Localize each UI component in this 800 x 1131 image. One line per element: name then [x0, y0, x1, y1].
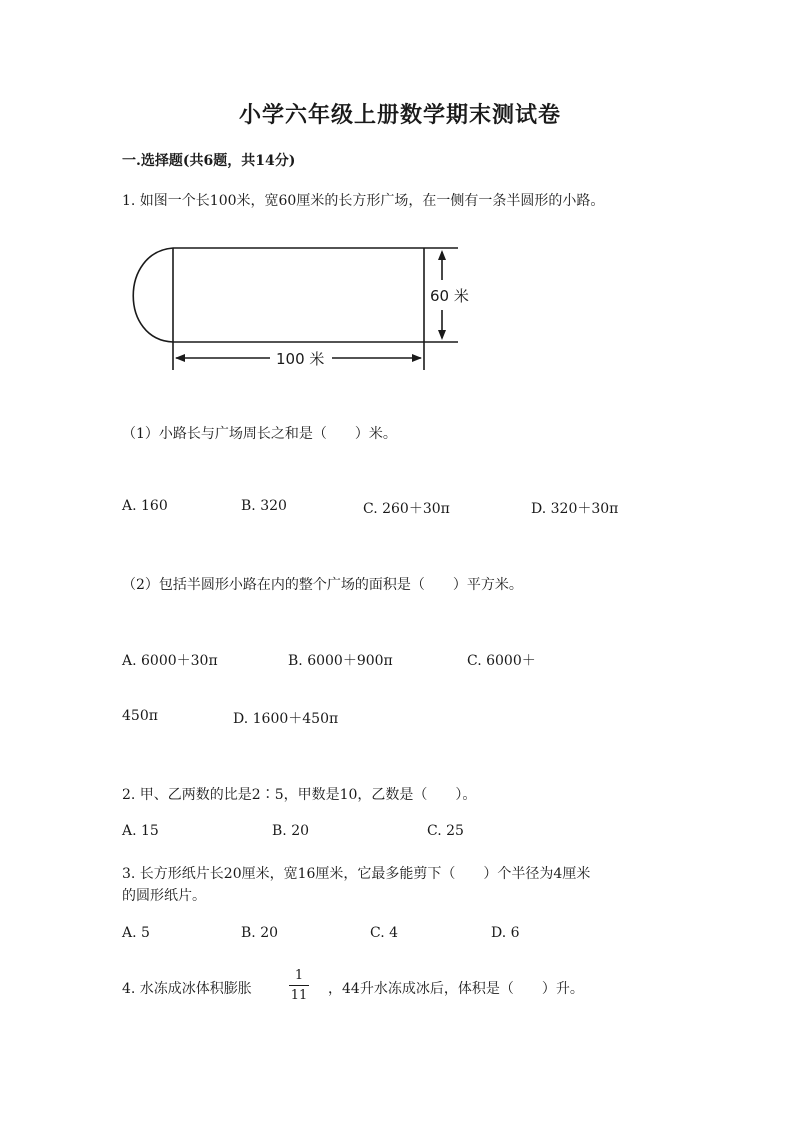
question-1-sub-1: （1）小路长与广场周长之和是（ ）米。: [122, 426, 397, 442]
question-4-prefix: 4. 水冻成冰体积膨胀: [122, 981, 252, 997]
rectangle-plaza-figure: [120, 240, 470, 375]
q1-sub2-option-c-continued: 450π: [122, 708, 158, 724]
q3-option-b: B. 20: [241, 925, 279, 941]
q3-option-d: D. 6: [491, 925, 520, 941]
q1-sub2-option-c: C. 6000＋: [467, 653, 536, 669]
semicircle-path: [133, 248, 173, 342]
question-1-sub-2: （2）包括半圆形小路在内的整个广场的面积是（ ）平方米。: [122, 577, 523, 593]
q1-sub1-option-b: B. 320: [241, 498, 287, 514]
fraction-denominator: 11: [290, 988, 308, 1003]
q1-sub2-option-a: A. 6000＋30π: [122, 653, 218, 669]
fraction-one-eleventh: [287, 968, 311, 1003]
question-4-suffix: ，44升水冻成冰后，体积是（ ）升。: [328, 981, 584, 997]
section-heading: 一.选择题(共6题，共14分): [122, 153, 296, 169]
q2-option-b: B. 20: [272, 823, 310, 839]
fraction-numerator: 1: [294, 968, 304, 983]
q1-sub1-option-c: C. 260＋30π: [363, 501, 450, 517]
q2-option-a: A. 15: [122, 823, 159, 839]
page-title: 小学六年级上册数学期末测试卷: [238, 102, 561, 128]
question-3-stem-line-1: 3. 长方形纸片长20厘米，宽16厘米，它最多能剪下（ ）个半径为4厘米: [122, 866, 591, 882]
length-arrowhead-left: [175, 354, 185, 362]
q1-sub1-option-a: A. 160: [122, 498, 168, 514]
question-1-stem: 1. 如图一个长100米，宽60厘米的长方形广场，在一侧有一条半圆形的小路。: [122, 193, 605, 209]
question-2-stem: 2. 甲、乙两数的比是2∶5，甲数是10，乙数是（ ）。: [122, 787, 477, 803]
fraction-bar: [289, 985, 309, 986]
q1-sub2-option-b: B. 6000＋900π: [288, 653, 393, 669]
question-3-stem-line-2: 的圆形纸片。: [122, 888, 206, 904]
height-label: 60 米: [430, 287, 469, 305]
q1-sub1-option-d: D. 320＋30π: [531, 501, 619, 517]
length-arrowhead-right: [412, 354, 422, 362]
q3-option-c: C. 4: [370, 925, 399, 941]
height-arrowhead-down: [438, 330, 446, 340]
q2-option-c: C. 25: [427, 823, 464, 839]
length-label: 100 米: [276, 350, 325, 368]
q3-option-a: A. 5: [122, 925, 150, 941]
q1-sub2-option-d: D. 1600＋450π: [233, 711, 339, 727]
height-arrowhead-up: [438, 250, 446, 260]
